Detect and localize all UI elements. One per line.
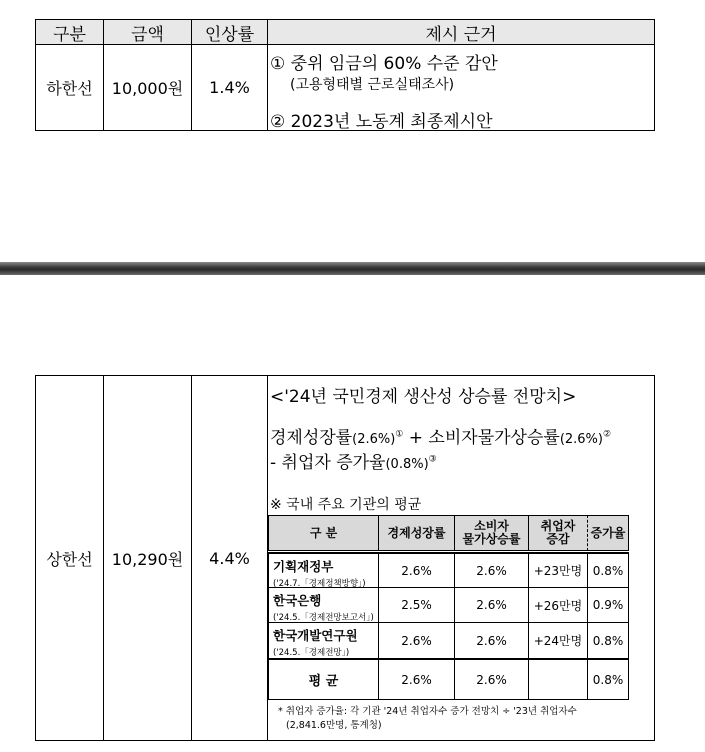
employment-value: +24만명 xyxy=(528,622,588,659)
upper-bound-amount: 10,290원 xyxy=(103,375,192,741)
cpi-value: 2.6% xyxy=(454,552,529,588)
formula-line-1 xyxy=(270,423,611,448)
average-rate: 0.8% xyxy=(587,658,629,700)
formula-growth-label: 경제성장률 xyxy=(270,428,353,448)
header-basis: 제시 근거 xyxy=(267,19,655,45)
formula-growth-value: (2.6%) xyxy=(352,432,396,447)
table-row-org xyxy=(268,622,379,659)
formula-cpi-value: (2.6%) xyxy=(559,432,603,447)
upper-bound-rate: 4.4% xyxy=(191,375,268,741)
basis-item-1-source: (고용형태별 근로실태조사) xyxy=(290,77,455,93)
employment-value: +23만명 xyxy=(528,552,588,588)
formula-cpi-sup: ② xyxy=(602,429,612,440)
table-row-org xyxy=(268,587,379,623)
inner-header-rate: 증가율 xyxy=(587,515,629,551)
footnote-line-1: * 취업자 증가율: 각 기관 '24년 취업자수 증가 전망치 ÷ '23년 취업자수 xyxy=(278,706,577,717)
formula-cpi-label: + 소비자물가상승률 xyxy=(403,428,560,448)
inner-header-category: 구 분 xyxy=(268,515,379,551)
rate-value: 0.9% xyxy=(587,587,629,623)
upper-bound-label: 상한선 xyxy=(35,375,104,741)
growth-value: 2.5% xyxy=(378,587,455,623)
productivity-heading: <'24년 국민경제 생산성 상승률 전망치> xyxy=(270,387,577,407)
org-source: ('24.7.「경제정책방향」) xyxy=(273,579,366,589)
formula-employment-label: - 취업자 증가율 xyxy=(270,453,386,473)
org-name: 한국은행 xyxy=(273,593,322,608)
rate-value: 0.8% xyxy=(587,622,629,659)
average-growth: 2.6% xyxy=(378,658,455,700)
lower-bound-amount: 10,000원 xyxy=(103,44,192,131)
average-employment xyxy=(528,658,588,700)
cpi-value: 2.6% xyxy=(454,622,529,659)
average-cpi: 2.6% xyxy=(454,658,529,700)
header-amount: 금액 xyxy=(103,19,192,45)
average-label: 평 균 xyxy=(268,658,379,700)
footnote-line-2: (2,841.6만명, 통계청) xyxy=(286,720,382,731)
formula-line-2 xyxy=(270,448,437,473)
header-category: 구분 xyxy=(35,19,104,45)
inner-header-employment: 취업자 증감 xyxy=(528,515,588,551)
inner-header-cpi: 소비자 물가상승률 xyxy=(454,515,529,551)
org-source: ('24.5.「경제전망보고서」) xyxy=(273,613,374,623)
org-name: 한국개발연구원 xyxy=(273,628,358,643)
lower-bound-label: 하한선 xyxy=(35,44,104,131)
basis-item-1: ① 중위 임금의 60% 수준 감안 xyxy=(270,54,498,74)
table-row-org xyxy=(268,552,379,588)
basis-item-2: ② 2023년 노동계 최종제시안 xyxy=(270,112,493,132)
lower-bound-rate: 1.4% xyxy=(191,44,268,131)
employment-value: +26만명 xyxy=(528,587,588,623)
rate-value: 0.8% xyxy=(587,552,629,588)
page-separator-bar xyxy=(0,262,705,275)
growth-value: 2.6% xyxy=(378,552,455,588)
formula-employment-value: (0.8%) xyxy=(385,457,429,472)
institutions-average-note: ※ 국내 주요 기관의 평균 xyxy=(270,497,422,513)
org-source: ('24.5.「경제전망」) xyxy=(273,648,350,658)
institutions-table xyxy=(268,515,629,700)
cpi-value: 2.6% xyxy=(454,587,529,623)
org-name: 기획재정부 xyxy=(273,559,334,574)
header-rate: 인상률 xyxy=(191,19,268,45)
growth-value: 2.6% xyxy=(378,622,455,659)
formula-growth-sup: ① xyxy=(395,429,404,440)
formula-employment-sup: ③ xyxy=(428,454,437,465)
inner-header-growth: 경제성장률 xyxy=(378,515,455,551)
